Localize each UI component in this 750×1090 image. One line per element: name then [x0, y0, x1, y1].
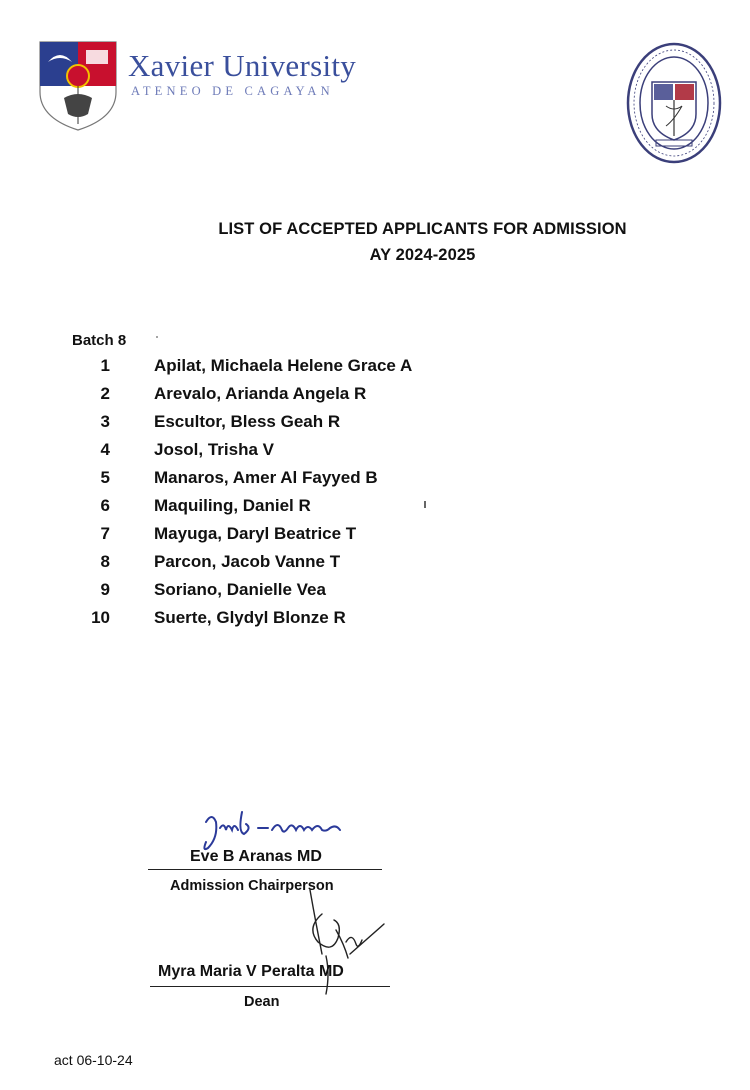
stray-mark	[156, 336, 158, 338]
applicant-row	[0, 608, 750, 636]
university-shield-logo	[38, 40, 118, 132]
applicant-name: Manaros, Amer Al Fayyed B	[154, 468, 378, 487]
applicant-name: Apilat, Michaela Helene Grace A	[154, 356, 413, 375]
applicant-name: Soriano, Danielle Vea	[154, 580, 326, 599]
applicant-name: Mayuga, Daryl Beatrice T	[154, 524, 357, 543]
applicant-number: 10	[91, 608, 110, 627]
applicant-name: Escultor, Bless Geah R	[154, 412, 341, 431]
signature-line	[150, 986, 390, 987]
applicant-name: Josol, Trisha V	[154, 440, 274, 459]
applicant-row	[0, 440, 750, 468]
applicant-row	[0, 468, 750, 496]
applicant-row	[0, 580, 750, 608]
applicant-number: 8	[100, 552, 110, 571]
applicant-name: Arevalo, Arianda Angela R	[154, 384, 367, 403]
school-of-medicine-seal	[626, 42, 722, 164]
applicant-name: Parcon, Jacob Vanne T	[154, 552, 341, 571]
applicant-row	[0, 412, 750, 440]
applicant-name: Suerte, Glydyl Blonze R	[154, 608, 346, 627]
applicant-number: 7	[100, 524, 110, 543]
applicant-number: 6	[100, 496, 110, 515]
document-title: LIST OF ACCEPTED APPLICANTS FOR ADMISSION	[218, 220, 627, 238]
applicant-row	[0, 356, 750, 384]
chairperson-title: Admission Chairperson	[170, 878, 334, 894]
applicant-number: 3	[100, 412, 110, 431]
applicant-number: 2	[100, 384, 110, 403]
applicant-number: 1	[100, 356, 110, 375]
university-subtitle: ATENEO DE CAGAYAN	[131, 84, 334, 98]
applicant-number: 4	[100, 440, 110, 459]
applicant-row	[0, 552, 750, 580]
academic-year: AY 2024-2025	[369, 246, 476, 264]
applicant-number: 5	[100, 468, 110, 487]
dean-name: Myra Maria V Peralta MD	[158, 963, 344, 980]
signature-line	[148, 869, 382, 870]
chairperson-name: Eve B Aranas MD	[190, 848, 322, 865]
applicant-row	[0, 384, 750, 412]
university-name: Xavier University	[128, 48, 357, 83]
applicant-row	[0, 524, 750, 552]
applicant-row	[0, 496, 750, 524]
dean-title: Dean	[244, 994, 280, 1010]
footer-code: act 06-10-24	[54, 1052, 133, 1068]
applicant-name: Maquiling, Daniel R	[154, 496, 311, 515]
batch-label: Batch 8	[72, 332, 127, 349]
applicant-number: 9	[100, 580, 110, 599]
